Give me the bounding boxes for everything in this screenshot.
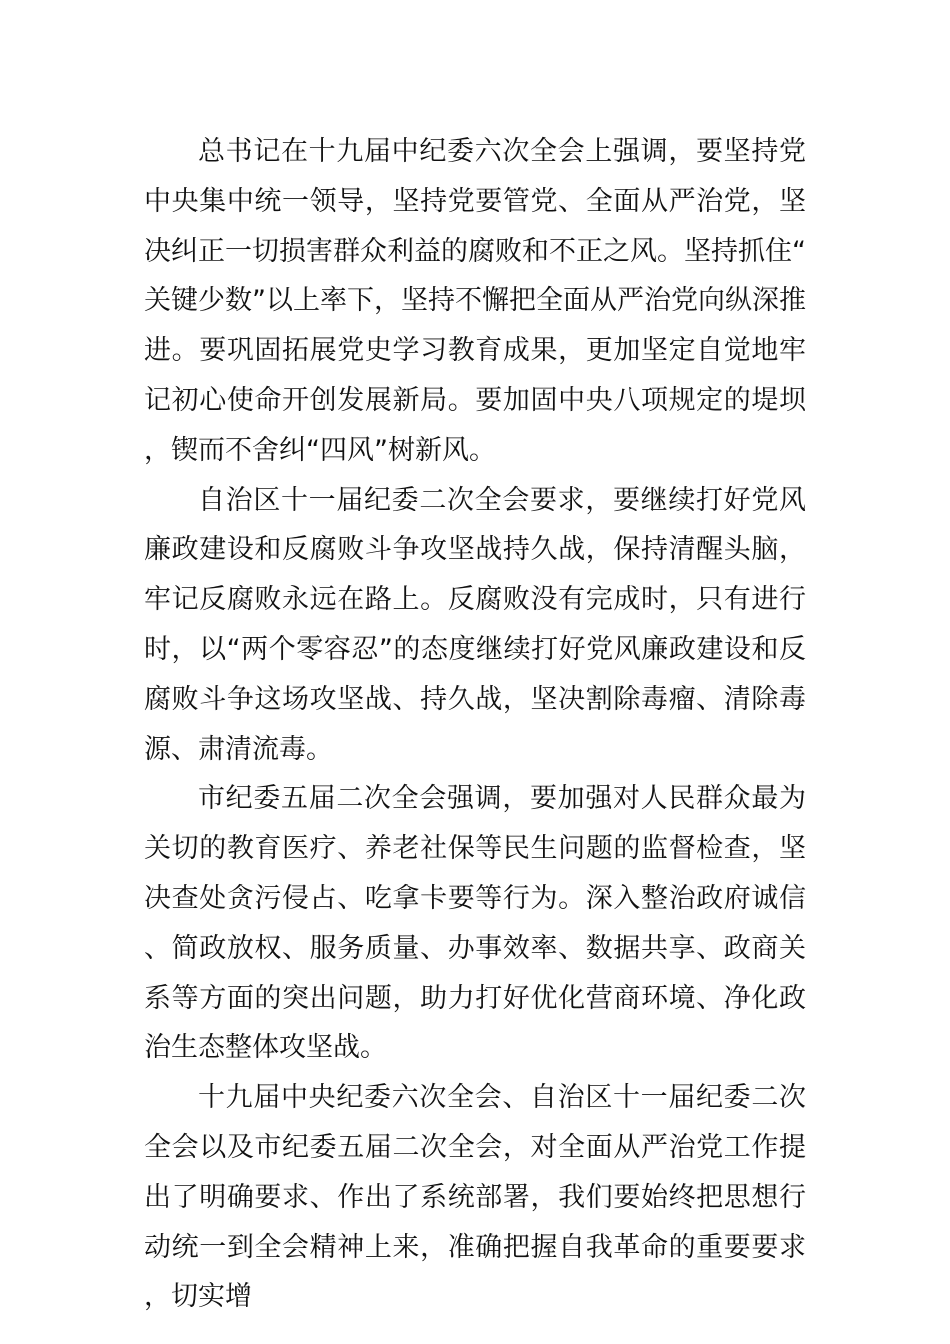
paragraph-2: 自治区十一届纪委二次全会要求，要继续打好党风廉政建设和反腐败斗争攻坚战持久战，保持清醒头脑，牢记反腐败永远在路上。反腐败没有完成时，只有进行时，以“两个零容忍”的态度继续打好党风廉政建设和反腐败斗争这场攻坚战、持久战，坚决割除毒瘤、清除毒源、肃清流毒。 bbox=[144, 484, 806, 765]
paragraph-1: 总书记在十九届中纪委六次全会上强调，要坚持党中央集中统一领导，坚持党要管党、全面从严治党，坚决纠正一切损害群众利益的腐败和不正之风。坚持抓住“关键少数”以上率下，坚持不懈把全面从严治党向纵深推进。要巩固拓展党史学习教育成果，更加坚定自觉地牢记初心使命开创发展新局。要加固中央八项规定的堤坝，锲而不舍纠“四风”树新风。 bbox=[144, 136, 806, 466]
paragraph-3: 市纪委五届二次全会强调，要加强对人民群众最为关切的教育医疗、养老社保等民生问题的监督检查，坚决查处贪污侵占、吃拿卡要等行为。深入整治政府诚信、简政放权、服务质量、办事效率、数据共享、政商关系等方面的突出问题，助力打好优化营商环境、净化政治生态整体攻坚战。 bbox=[144, 783, 806, 1064]
paragraph-4: 十九届中央纪委六次全会、自治区十一届纪委二次全会以及市纪委五届二次全会，对全面从严治党工作提出了明确要求、作出了系统部署，我们要始终把思想行动统一到全会精神上来，准确把握自我革命的重要要求，切实增 bbox=[144, 1082, 806, 1313]
document-body bbox=[144, 127, 806, 1322]
